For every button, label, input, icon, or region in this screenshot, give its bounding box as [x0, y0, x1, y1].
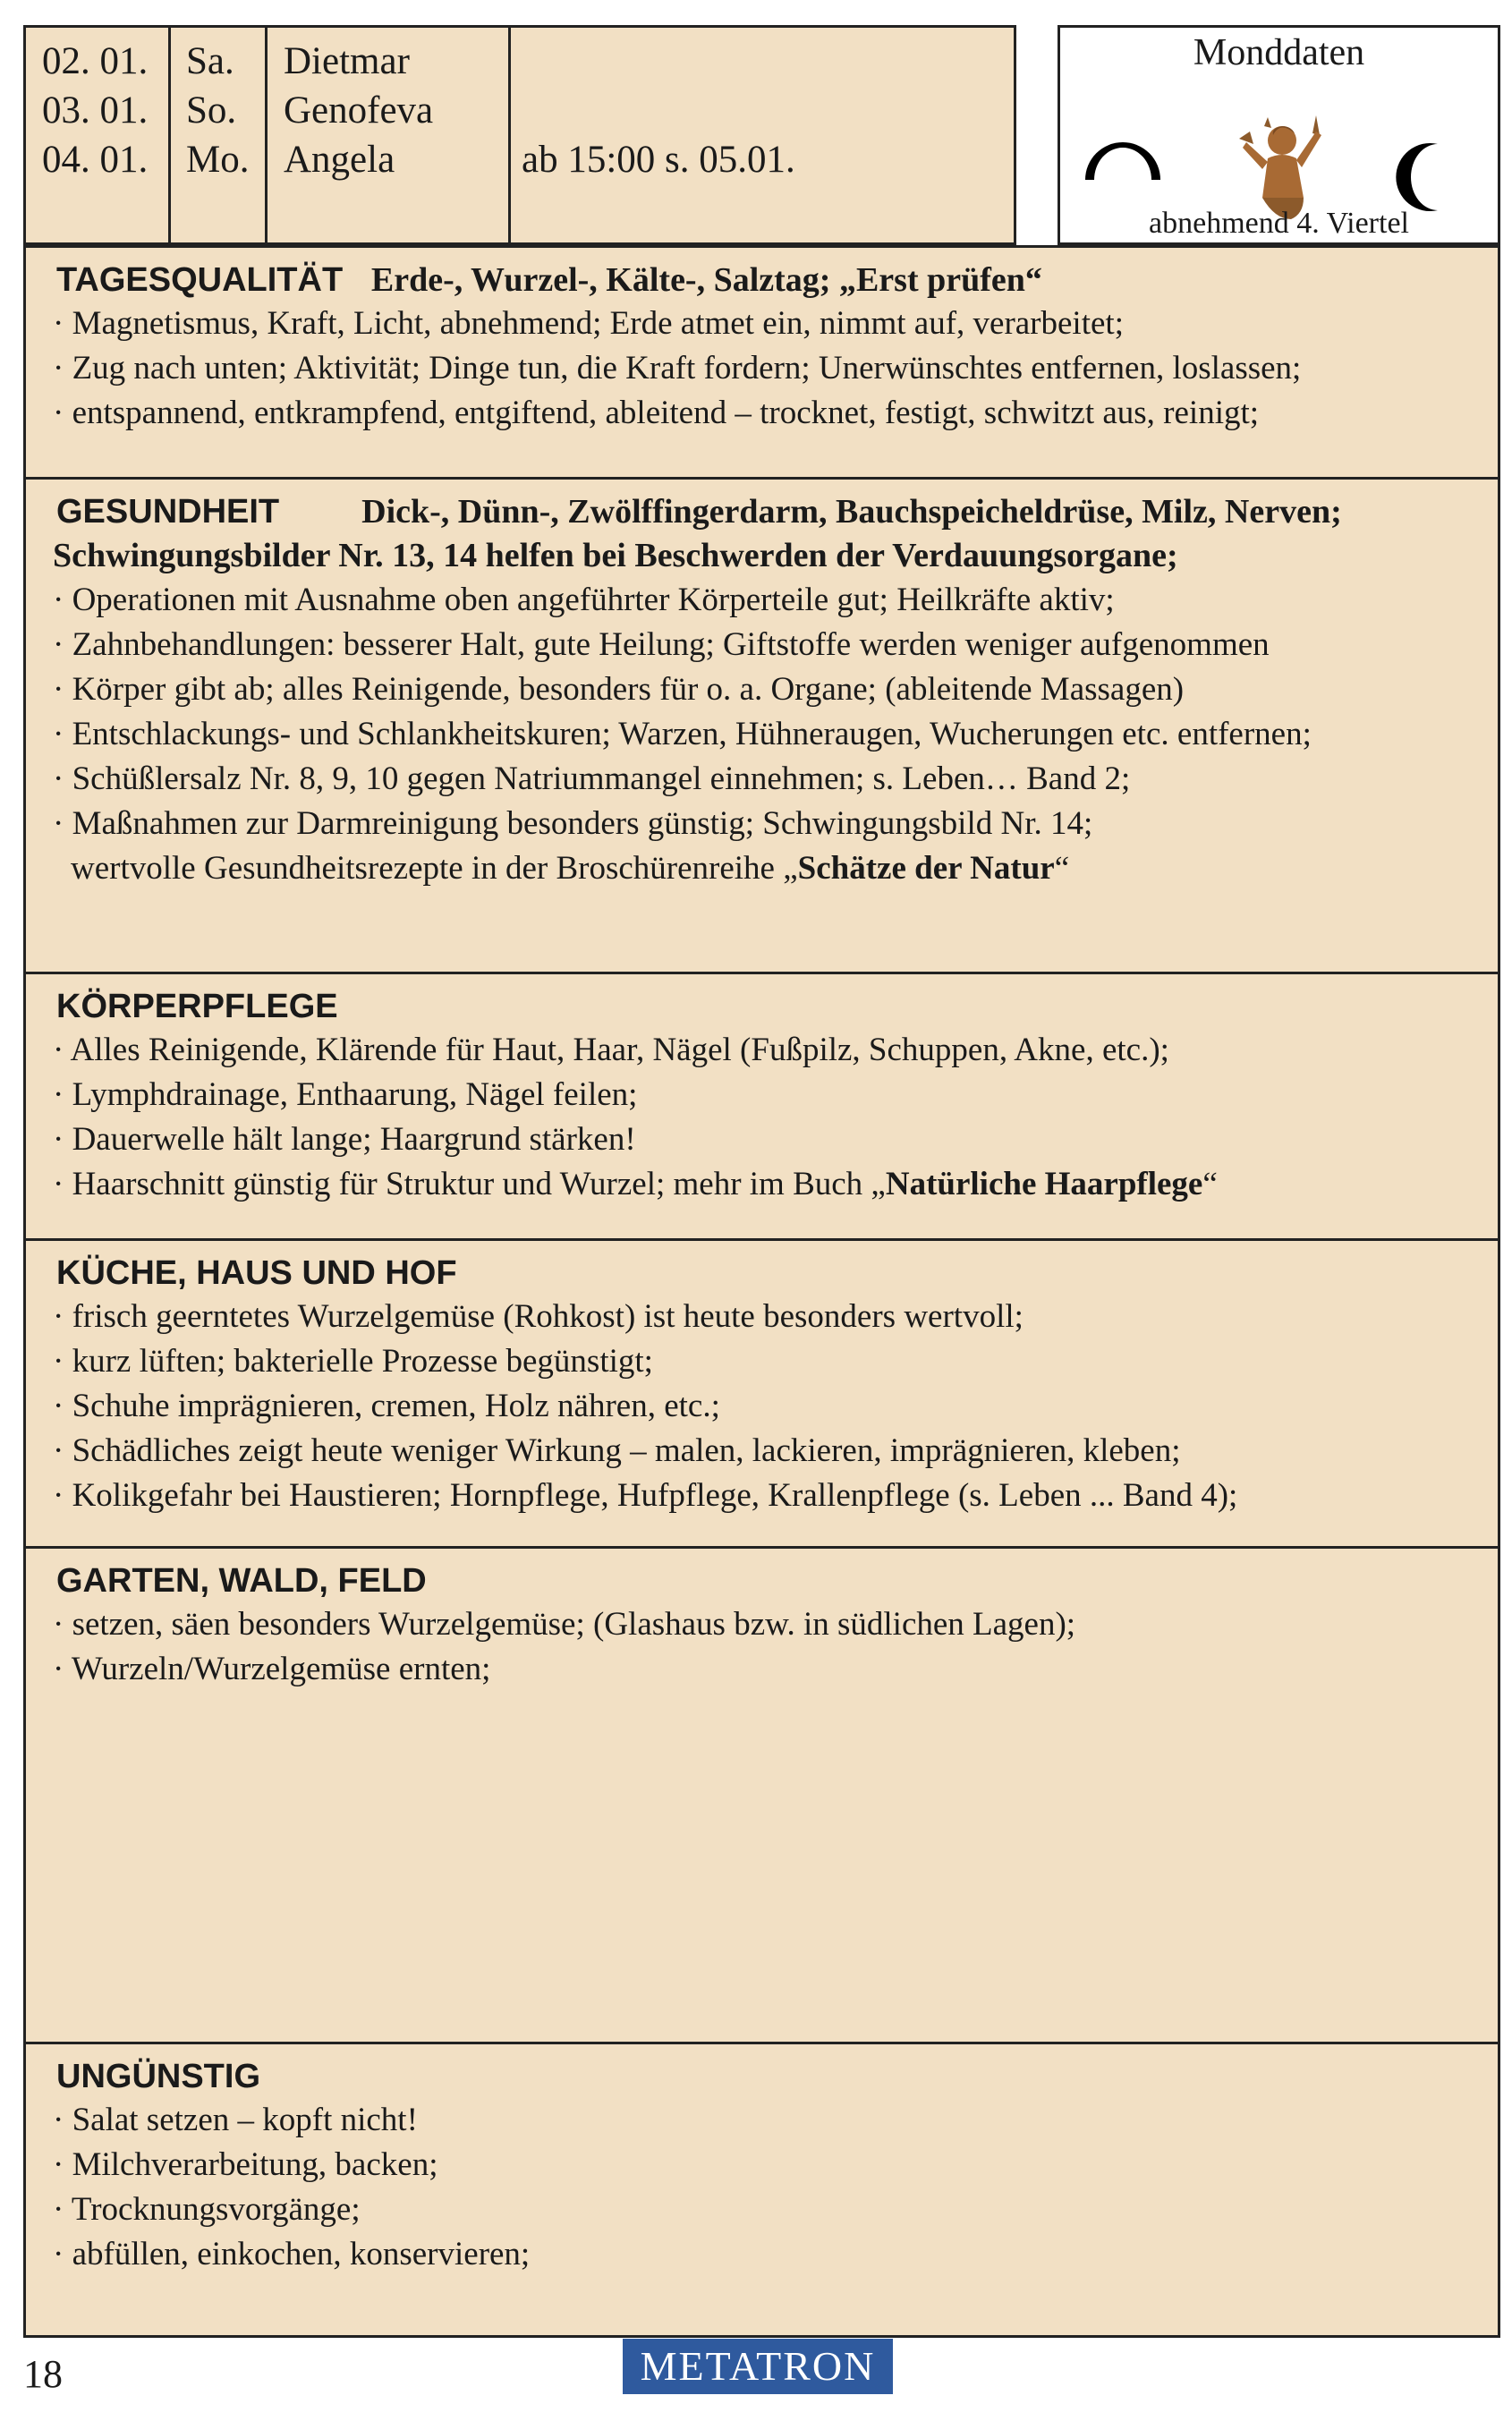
section-koerperpflege [23, 974, 1500, 1241]
date-cell: 04. 01. [42, 139, 149, 181]
text-part: “ [1054, 850, 1070, 887]
weekday-cell: Mo. [186, 139, 250, 181]
weekday-column [171, 28, 268, 242]
list-item: · kurz lüften; bakterielle Prozesse begünstigt; [53, 1343, 653, 1380]
section-garten-wald-feld [23, 1549, 1500, 2044]
nameday-cell: Angela [284, 139, 395, 181]
list-item: · Salat setzen – kopft nicht! [53, 2102, 418, 2138]
note-cell [522, 86, 1016, 135]
list-item: · Schüßlersalz Nr. 8, 9, 10 gegen Natriummangel einnehmen; s. Leben… Band 2; [53, 760, 1131, 797]
date-column [26, 28, 171, 242]
list-item: · abfüllen, einkochen, konservieren; [53, 2236, 531, 2272]
section-heading [56, 490, 1498, 533]
section-heading [56, 259, 1498, 302]
section-heading: GARTEN, WALD, FELD [56, 1562, 427, 1600]
list-item: · entspannend, entkrampfend, entgiftend, ableitend – trocknet, festigt, schwitzt aus, reinigt; [53, 395, 1260, 431]
book-title: Natürliche Haarpflege [885, 1166, 1203, 1202]
text-part: · Haarschnitt günstig für Struktur und Wurzel; mehr im Buch „ [53, 1166, 886, 1202]
crescent-moon-icon [1396, 143, 1438, 211]
date-table [23, 25, 1016, 245]
list-item: · Schädliches zeigt heute weniger Wirkung – malen, lackieren, imprägnieren, kleben; [53, 1432, 1181, 1469]
book-title: Schätze der Natur [797, 850, 1055, 887]
publisher-logo: METATRON [623, 2339, 893, 2394]
nameday-cell: Dietmar [284, 40, 410, 82]
note-cell: ab 15:00 s. 05.01. [522, 139, 795, 181]
heading-text: GESUNDHEIT [56, 493, 280, 531]
section-heading: KÖRPERPFLEGE [56, 988, 338, 1025]
list-item: · Zug nach unten; Aktivität; Dinge tun, die Kraft fordern; Unerwünschtes entfernen, loslassen; [53, 350, 1302, 387]
list-item [53, 1162, 1498, 1207]
text-part: “ [1202, 1166, 1218, 1202]
list-item [53, 846, 1498, 891]
list-item: · Trocknungsvorgänge; [53, 2191, 361, 2228]
note-column [511, 28, 1016, 242]
list-item: · Kolikgefahr bei Haustieren; Hornpflege, Hufpflege, Krallenpflege (s. Leben ... Band 4); [53, 1477, 1238, 1514]
list-item: · Zahnbehandlungen: besserer Halt, gute Heilung; Giftstoffe werden weniger aufgenommen [53, 626, 1270, 663]
page-number: 18 [23, 2352, 63, 2396]
list-item: · Magnetismus, Kraft, Licht, abnehmend; Erde atmet ein, nimmt auf, verarbeitet; [53, 305, 1124, 342]
section-tagesqualitaet [23, 245, 1500, 480]
moon-data-box [1058, 25, 1500, 245]
list-item: · Lymphdrainage, Enthaarung, Nägel feilen; [53, 1076, 638, 1113]
heading-text: TAGESQUALITÄT [56, 261, 344, 299]
moon-title: Monddaten [1193, 32, 1365, 73]
weekday-cell: Sa. [186, 40, 234, 82]
list-item: · frisch geerntetes Wurzelgemüse (Rohkost) ist heute besonders wertvoll; [53, 1298, 1024, 1335]
virgo-figure-icon [1239, 115, 1321, 219]
list-item: · Operationen mit Ausnahme oben angeführter Körperteile gut; Heilkräfte aktiv; [53, 582, 1115, 618]
list-item: · setzen, säen besonders Wurzelgemüse; (Glashaus bzw. in südlichen Lagen); [53, 1606, 1076, 1643]
text-part: wertvolle Gesundheitsrezepte in der Broschürenreihe „ [71, 850, 798, 887]
list-item: · Körper gibt ab; alles Reinigende, besonders für o. a. Organe; (ableitende Massagen) [53, 671, 1185, 708]
heading-subtitle: Erde-, Wurzel-, Kälte-, Salztag; „Erst prüfen“ [370, 261, 1042, 299]
list-item: · Wurzeln/Wurzelgemüse ernten; [53, 1651, 491, 1687]
heading-subtitle-2: Schwingungsbilder Nr. 13, 14 helfen bei Beschwerden der Verdauungsorgane; [53, 537, 1178, 574]
date-cell: 02. 01. [42, 40, 149, 82]
list-item: · Dauerwelle hält lange; Haargrund stärken! [53, 1121, 636, 1158]
nameday-cell: Genofeva [284, 89, 434, 132]
section-heading: UNGÜNSTIG [56, 2058, 260, 2095]
list-item: · Schuhe imprägnieren, cremen, Holz nähren, etc.; [53, 1388, 720, 1424]
section-heading: KÜCHE, HAUS UND HOF [56, 1254, 457, 1292]
section-kueche-haus-hof [23, 1241, 1500, 1549]
section-unguenstig [23, 2044, 1500, 2338]
section-gesundheit [23, 480, 1500, 974]
list-item: · Alles Reinigende, Klärende für Haut, Haar, Nägel (Fußpilz, Schuppen, Akne, etc.); [53, 1032, 1169, 1068]
nameday-column [268, 28, 511, 242]
list-item: · Entschlackungs- und Schlankheitskuren; Warzen, Hühneraugen, Wucherungen etc. entfernen; [53, 716, 1312, 752]
weekday-cell: So. [186, 89, 237, 132]
note-cell [522, 37, 1016, 86]
moon-phase-label: abnehmend 4. Viertel [1149, 207, 1409, 240]
list-item: · Maßnahmen zur Darmreinigung besonders günstig; Schwingungsbild Nr. 14; [53, 805, 1093, 842]
heading-subtitle: Dick-, Dünn-, Zwölffingerdarm, Bauchspeicheldrüse, Milz, Nerven; [361, 493, 1342, 531]
waning-moon-arc-icon [1085, 142, 1160, 180]
list-item: · Milchverarbeitung, backen; [53, 2146, 438, 2183]
date-cell: 03. 01. [42, 89, 149, 132]
